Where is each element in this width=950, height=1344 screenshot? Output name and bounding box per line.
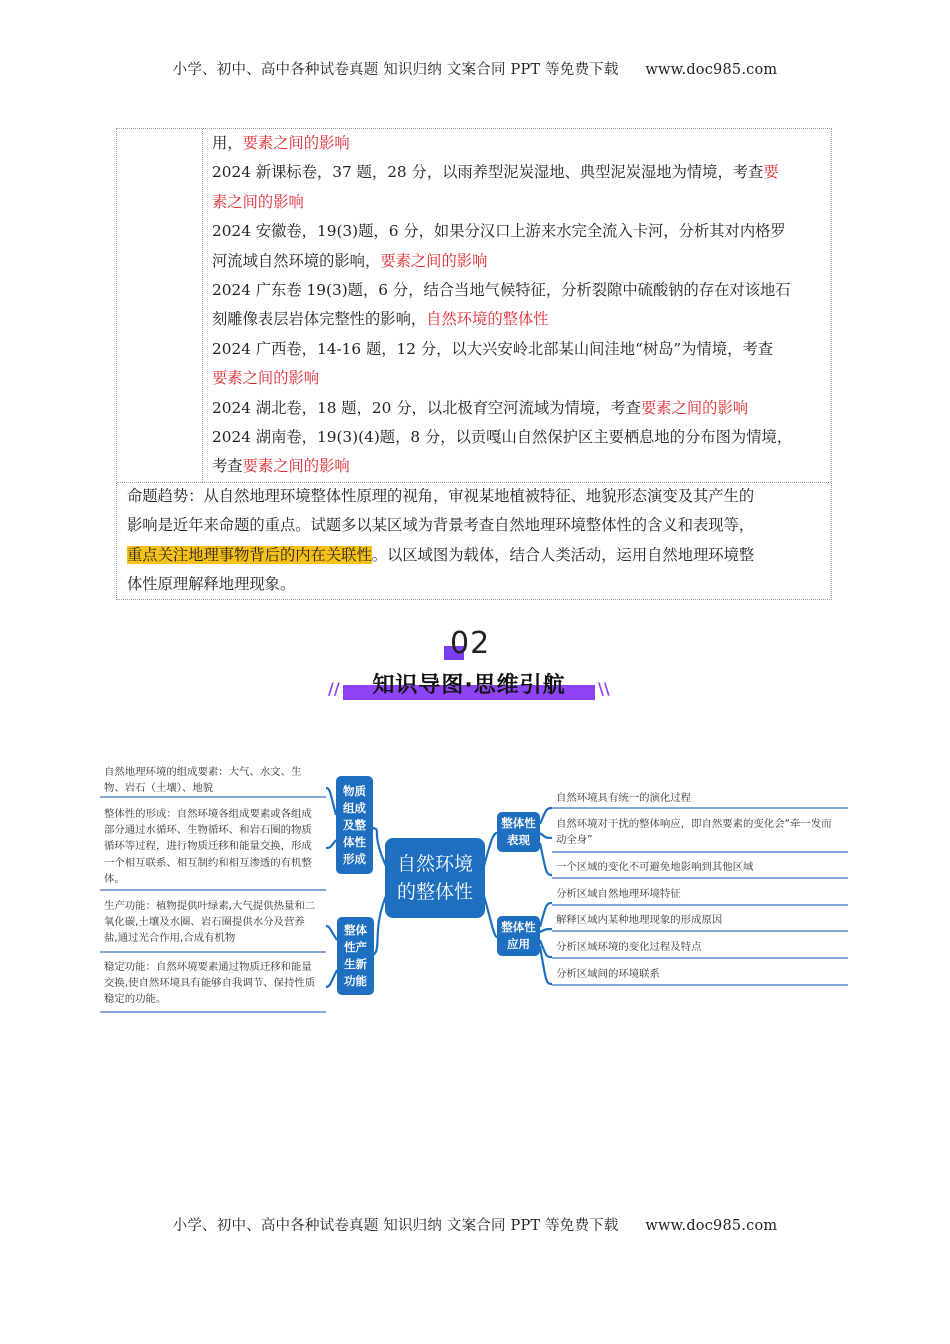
note-formation: 整体性的形成：自然环境各组成要素或各组成 部分通过水循环、生物循环、和岩石圈的物质 循环等过程，进行物质迁移和能量交换，形成 一个相互联系、相互制约和相互渗透的有机整 体。	[104, 808, 312, 885]
trend-line: 影响是近年来命题的重点。试题多以某区域为背景考查自然地理环境整体性的含义和表现等，	[127, 516, 755, 535]
connector-center-right-bottom	[484, 896, 497, 937]
connector-right-5	[540, 929, 552, 932]
exam-item-line: 2024 广西卷，14-16 题，12 分，以大兴安岭北部某山间洼地“树岛”为情境，考查	[212, 339, 774, 358]
exam-item-line: 考查要素之间的影响	[212, 457, 350, 476]
exam-item-line: 刻雕像表层岩体完整性的影响，自然环境的整体性	[212, 310, 549, 329]
branch-node-composition: 物质 组成 及整 体性 形成	[336, 776, 373, 874]
connector-right-3	[540, 843, 552, 875]
exam-item-line: 2024 新课标卷，37 题，28 分，以雨养型泥炭湿地、典型泥炭湿地为情境，考查要	[212, 163, 779, 182]
connector-left-4	[326, 970, 337, 987]
connector-right-1	[540, 808, 552, 824]
trend-line: 体性原理解释地理现象。	[127, 575, 296, 594]
exam-item-line: 用，要素之间的影响	[212, 134, 350, 152]
exam-item-line: 2024 安徽卷，19(3)题，6 分，如果分汉口上游来水完全流入卡河，分析其对内格罗	[212, 222, 786, 241]
header-text: 小学、初中、高中各种试卷真题 知识归纳 文案合同 PPT 等免费下载	[172, 62, 619, 78]
exam-item-line: 要素之间的影响	[212, 369, 320, 388]
branch-node-application: 整体性 应用	[497, 916, 540, 956]
deco-slash-left: //	[328, 679, 340, 698]
note-elements: 自然地理环境的组成要素：大气、水文、生 物、岩石（土壤）、地貌	[104, 766, 302, 795]
section-number: 02	[450, 626, 491, 661]
exam-item-line: 素之间的影响	[212, 192, 304, 211]
note-regional-influence: 一个区域的变化不可避免地影响到其他区域	[556, 861, 754, 873]
note-analyze-features: 分析区域自然地理环境特征	[556, 888, 681, 900]
connector-left-1	[326, 788, 336, 815]
trend-line: 命题趋势：从自然地理环境整体性原理的视角，审视某地植被特征、地貌形态演变及其产生的	[127, 487, 755, 505]
note-unified-evolution: 自然环境具有统一的演化过程	[556, 792, 692, 804]
branch-node-manifestation: 整体性 表现	[497, 812, 540, 852]
note-stability-function: 稳定功能：自然环境要素通过物质迁移和能量 交换,使自然环境具有能够自我调节、保持性质 稳定的功能。	[104, 961, 316, 1006]
deco-slash-right: \\	[598, 679, 610, 698]
note-analyze-changes: 分析区域环境的变化过程及特点	[556, 941, 702, 953]
connector-left-3	[326, 926, 337, 940]
footer-url[interactable]: www.doc985.com	[645, 1218, 778, 1234]
page-footer	[0, 1214, 950, 1235]
connector-right-2	[540, 833, 552, 838]
connector-right-4	[540, 903, 552, 927]
exam-item-line: 2024 湖北卷，18 题，20 分，以北极育空河流域为情境，考查要素之间的影响	[212, 398, 749, 417]
note-analyze-connections: 分析区域间的环境联系	[556, 968, 660, 980]
connector-center-right-top	[484, 833, 497, 866]
exam-item-line: 河流域自然环境的影响，要素之间的影响	[212, 251, 488, 270]
section-title: 知识导图·思维引航	[372, 673, 566, 698]
note-production-function: 生产功能：植物提供叶绿素,大气提供热量和二 氧化碳,土壤及水圈、岩石圈提供水分及营养 盐,通过光合作用,合成有机物	[104, 900, 316, 945]
note-explain-phenomena: 解释区域内某种地理现象的形成原因	[556, 914, 723, 926]
exam-item-line: 2024 广东卷 19(3)题，6 分，结合当地气候特征，分析裂隙中硫酸钠的存在对该地石	[212, 280, 791, 299]
note-overall-response: 自然环境对干扰的整体响应，即自然要素的变化会“牵一发而 动全身”	[556, 818, 832, 847]
footer-text: 小学、初中、高中各种试卷真题 知识归纳 文案合同 PPT 等免费下载	[172, 1218, 619, 1234]
exam-item-line: 2024 湖南卷，19(3)(4)题，8 分，以贡嘎山自然保护区主要栖息地的分布图为情境，	[212, 427, 793, 446]
trend-line: 重点关注地理事物背后的内在关联性。以区域图为载体，结合人类活动，运用自然地理环境整	[127, 545, 755, 564]
trend-highlight: 重点关注地理事物背后的内在关联性	[127, 545, 372, 564]
connector-right-7	[540, 946, 552, 984]
mindmap-center-node: 自然环境 的整体性	[385, 838, 485, 918]
connector-left-2	[326, 840, 336, 848]
header-url[interactable]: www.doc985.com	[645, 62, 778, 78]
branch-node-function: 整体 性产 生新 功能	[337, 917, 374, 995]
